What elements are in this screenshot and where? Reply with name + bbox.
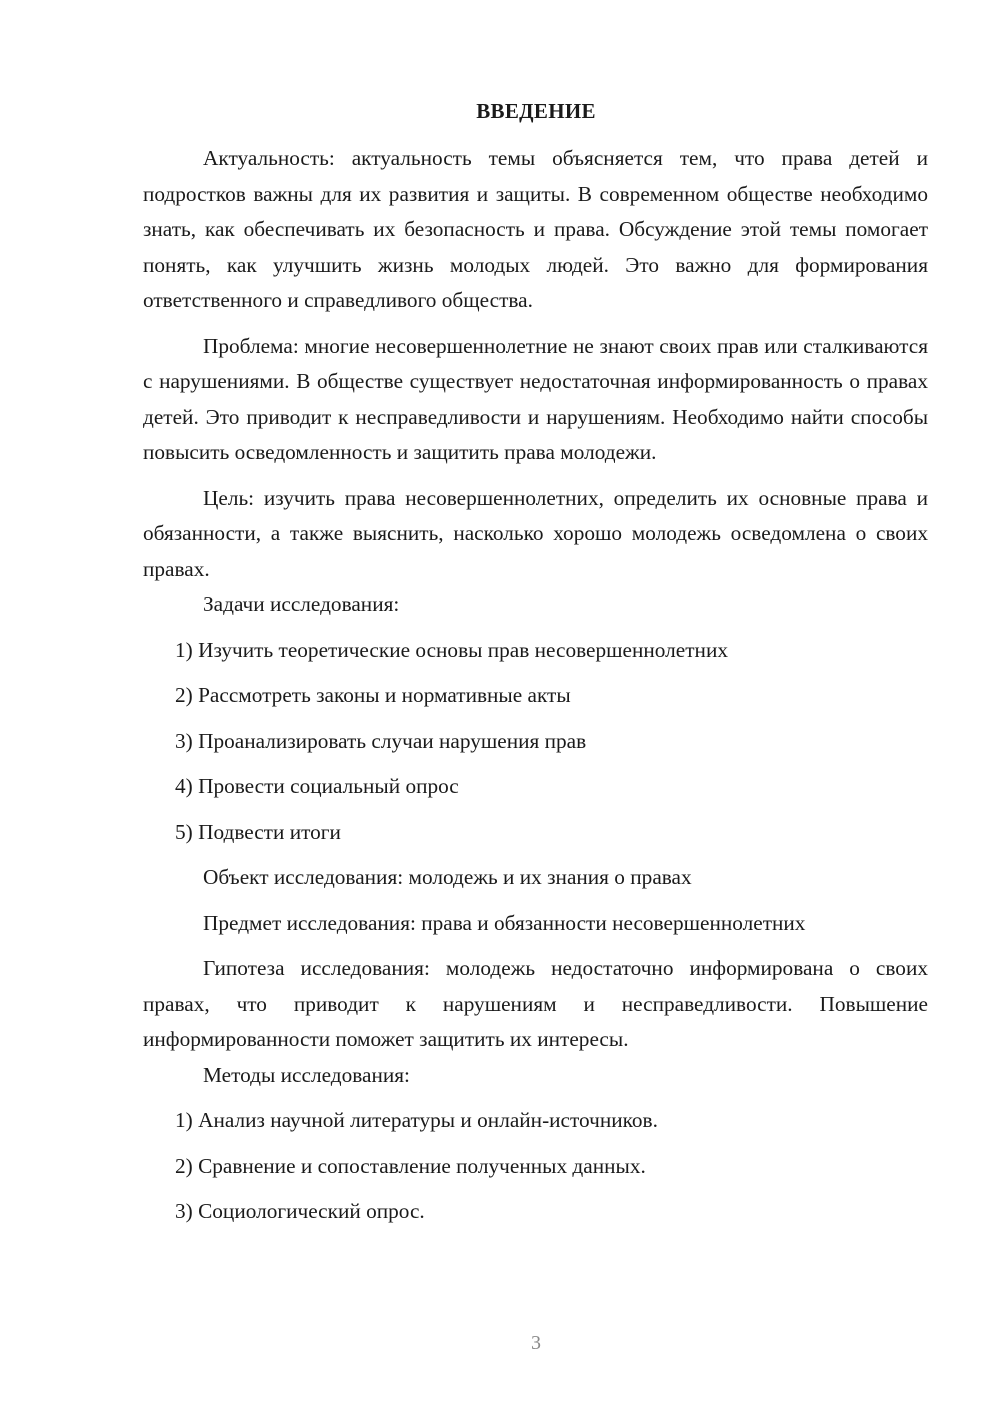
tasks-heading: Задачи исследования: xyxy=(203,592,400,616)
task-item-5: 5) Подвести итоги xyxy=(175,819,341,844)
document-body xyxy=(143,141,928,1230)
problem-paragraph: Проблема: многие несовершеннолетние не знают своих прав или сталкиваются с нарушениями. В обществе существует недостаточная информированность о правах детей. Это приводит к несправедливости и нарушениям. Необходимо найти способы повысить осведомленность и защитить права молодежи. xyxy=(143,333,928,464)
page-number: 3 xyxy=(531,1332,541,1354)
method-item-2: 2) Сравнение и сопоставление полученных данных. xyxy=(175,1153,646,1178)
research-object: Объект исследования: молодежь и их знания о правах xyxy=(203,865,692,889)
research-subject: Предмет исследования: права и обязанности несовершеннолетних xyxy=(203,910,806,935)
task-item-1: 1) Изучить теоретические основы прав несовершеннолетних xyxy=(175,637,728,662)
relevance-paragraph: Актуальность: актуальность темы объясняется тем, что права детей и подростков важны для их развития и защиты. В современном обществе необходимо знать, как обеспечивать их безопасность и права. Обсуждение этой темы помогает понять, как улучшить жизнь молодых людей. Это важно для формирования ответственного и справедливого общества. xyxy=(143,146,928,312)
methods-heading: Методы исследования: xyxy=(203,1062,410,1087)
task-item-4: 4) Провести социальный опрос xyxy=(175,774,459,798)
method-item-1: 1) Анализ научной литературы и онлайн-источников. xyxy=(175,1108,658,1132)
method-item-3: 3) Социологический опрос. xyxy=(175,1199,425,1223)
task-item-3: 3) Проанализировать случаи нарушения прав xyxy=(175,728,587,753)
hypothesis-paragraph: Гипотеза исследования: молодежь недостаточно информирована о своих правах, что приводит к нарушениям и несправедливости. Повышение информированности поможет защитить их интересы. xyxy=(143,956,928,1051)
goal-paragraph: Цель: изучить права несовершеннолетних, определить их основные права и обязанности, а также выяснить, насколько хорошо молодежь осведомлена о своих правах. xyxy=(143,485,928,581)
section-title: ВВЕДЕНИЕ xyxy=(476,99,596,123)
task-item-2: 2) Рассмотреть законы и нормативные акты xyxy=(175,683,571,707)
